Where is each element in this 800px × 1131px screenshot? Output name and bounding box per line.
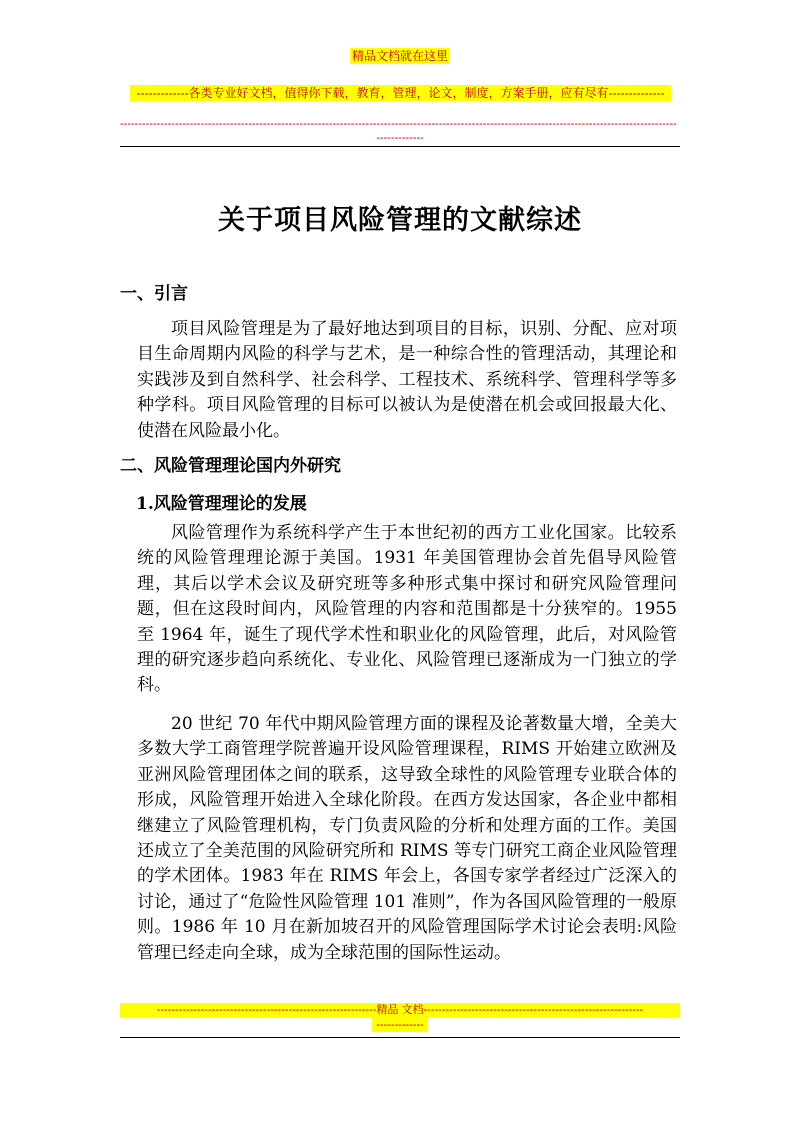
- subsection1-paragraph-1: 风险管理作为系统科学产生于本世纪初的西方工业化国家。比较系统的风险管理理论源于美国。1931 年美国管理协会首先倡导风险管理，其后以学术会议及研究班等多种形式集中探讨和研究风险管理问题，但在这段时间内，风险管理的内容和范围都是十分狭窄的。1955 至 1964 年，诞生了现代学术性和职业化的风险管理，此后，对风险管理的研究逐步趋向系统化、专业化、风险管理已逐渐成为一门独立的学科。: [137, 523, 677, 696]
- footer-banner: [120, 1003, 680, 1032]
- subsection1-heading: 1.风险管理理论的发展: [136, 494, 307, 514]
- header-dash-separator: [120, 117, 680, 145]
- header-title-text: 精品文档就在这里: [351, 49, 448, 63]
- header-tagline: -------------各类专业好文档，值得你下载，教育，管理，论文，制度，方案手册，应有尽有--------------: [130, 85, 671, 101]
- section2-heading: 二、风险管理理论国内外研究: [120, 456, 341, 476]
- header-rule: [120, 146, 680, 147]
- section1-heading: 一、引言: [120, 284, 188, 304]
- document-title: 关于项目风险管理的文献综述: [218, 205, 582, 236]
- footer-dash-line: ------------------------------------------------------------精品 文档------------------------------------------------------------: [120, 1003, 680, 1018]
- subsection1-paragraph-2: 20 世纪 70 年代中期风险管理方面的课程及论著数量大增，全美大多数大学工商管理学院普遍开设风险管理课程，RIMS 开始建立欧洲及亚洲风险管理团体之间的联系，这导致全球性的风险管理专业联合体的形成，风险管理开始进入全球化阶段。在西方发达国家，各企业中都相继建立了风险管理机构，专门负责风险的分析和处理方面的工作。美国还成立了全美范围的风险研究所和 RIMS 等专门研究工商企业风险管理的学术团体。1983 年在 RIMS 年会上，各国专家学者经过广泛深入的讨论，通过了“危险性风险管理 101 准则”，作为各国风险管理的一般原则。1986 年 10 月在新加坡召开的风险管理国际学术讨论会表明:风险管理已经走向全球，成为全球范围的国际性运动。: [137, 714, 677, 963]
- header-dash-short: -------------: [376, 132, 424, 144]
- header-dash-line: --------------------------------------------------------------------------------------------------------------------------------------------------------: [120, 118, 677, 130]
- header-banner-title: [0, 46, 800, 65]
- footer-dash-short: -------------: [372, 1018, 428, 1032]
- section1-paragraph: 项目风险管理是为了最好地达到项目的目标，识别、分配、应对项目生命周期内风险的科学与艺术，是一种综合性的管理活动，其理论和实践涉及到自然科学、社会科学、工程技术、系统科学、管理科学等多种学科。项目风险管理的目标可以被认为是使潜在机会或回报最大化、使潜在风险最小化。: [137, 319, 677, 441]
- footer-rule: [120, 1037, 680, 1038]
